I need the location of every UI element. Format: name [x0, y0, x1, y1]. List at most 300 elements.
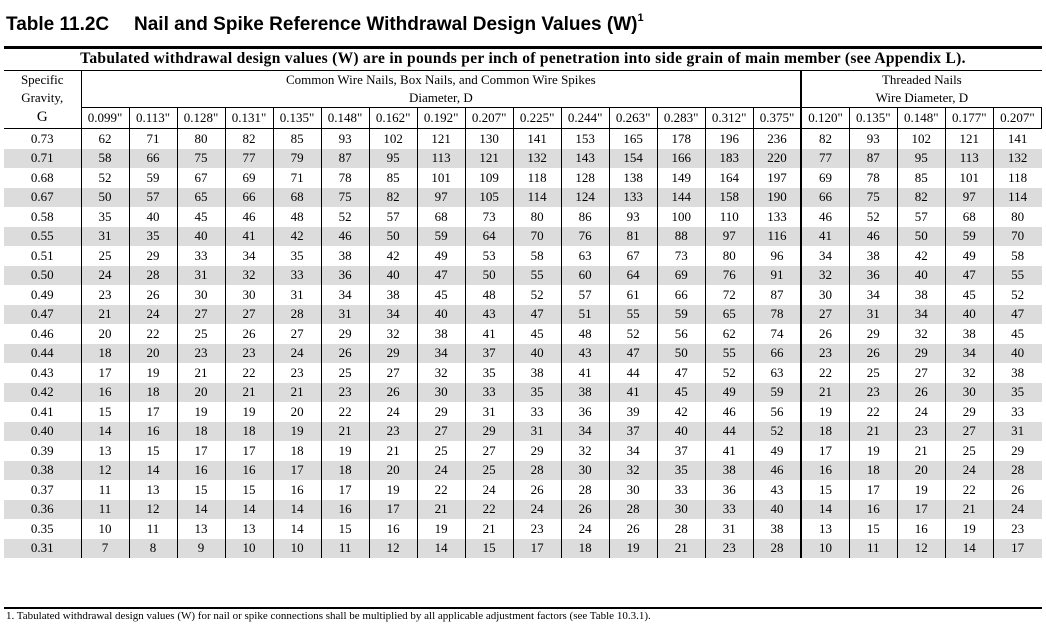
common-value-cell: 21	[321, 422, 369, 442]
specific-gravity-cell: 0.58	[30, 208, 54, 224]
table-title	[6, 14, 644, 36]
common-value-cell: 44	[609, 363, 657, 383]
threaded-value-cell: 29	[849, 324, 897, 344]
specific-gravity-cell: 0.49	[30, 286, 54, 302]
specific-gravity-cell: 0.42	[4, 383, 81, 403]
table-row	[4, 285, 1042, 305]
threaded-value-cell: 66	[801, 188, 849, 208]
common-value-cell: 78	[753, 305, 801, 325]
common-value-cell: 20	[129, 344, 177, 364]
specific-gravity-cell: 0.40	[4, 422, 81, 442]
common-value-cell: 24	[465, 480, 513, 500]
specific-gravity-cell: 0.39	[30, 442, 54, 458]
common-value-cell: 26	[561, 500, 609, 520]
common-value-cell: 43	[561, 344, 609, 364]
common-value-cell: 31	[81, 227, 129, 247]
common-value-cell: 27	[369, 363, 417, 383]
threaded-value-cell: 33	[993, 402, 1041, 422]
common-value-cell: 20	[81, 324, 129, 344]
threaded-value-cell: 19	[945, 519, 993, 539]
common-value-cell: 15	[129, 441, 177, 461]
common-value-cell: 63	[561, 246, 609, 266]
withdrawal-table	[4, 70, 1042, 558]
common-value-cell: 30	[561, 461, 609, 481]
common-value-cell: 35	[129, 227, 177, 247]
threaded-value-cell: 25	[945, 441, 993, 461]
common-value-cell: 36	[561, 402, 609, 422]
threaded-value-cell: 32	[945, 363, 993, 383]
specific-gravity-cell: 0.47	[4, 305, 81, 325]
common-value-cell: 16	[369, 519, 417, 539]
table-row	[4, 422, 1042, 442]
common-value-cell: 29	[465, 422, 513, 442]
common-value-cell: 21	[81, 305, 129, 325]
common-value-cell: 113	[417, 149, 465, 169]
common-value-cell: 24	[513, 500, 561, 520]
common-value-cell: 46	[705, 402, 753, 422]
common-value-cell: 16	[273, 480, 321, 500]
specific-gravity-cell: 0.67	[4, 188, 81, 208]
common-diameter-header: 0.135"	[273, 108, 321, 129]
common-value-cell: 12	[129, 500, 177, 520]
common-value-cell: 23	[321, 383, 369, 403]
common-value-cell: 59	[657, 305, 705, 325]
common-value-cell: 18	[225, 422, 273, 442]
common-value-cell: 59	[417, 227, 465, 247]
threaded-value-cell: 32	[801, 266, 849, 286]
common-value-cell: 101	[417, 168, 465, 188]
common-value-cell: 51	[561, 305, 609, 325]
table-row	[4, 207, 1042, 227]
common-value-cell: 190	[753, 188, 801, 208]
common-diameter-header: 0.225"	[513, 108, 561, 129]
common-value-cell: 165	[609, 129, 657, 149]
common-value-cell: 14	[81, 422, 129, 442]
threaded-value-cell: 40	[993, 344, 1041, 364]
threaded-value-cell: 24	[993, 500, 1041, 520]
common-value-cell: 28	[561, 480, 609, 500]
threaded-diameter-label: Wire Diameter, D	[801, 89, 1041, 108]
common-value-cell: 20	[273, 402, 321, 422]
common-value-cell: 121	[417, 129, 465, 149]
table-body	[4, 129, 1042, 559]
common-value-cell: 21	[273, 383, 321, 403]
common-diameter-header: 0.099"	[81, 108, 129, 129]
common-value-cell: 35	[657, 461, 705, 481]
common-value-cell: 18	[129, 383, 177, 403]
common-value-cell: 21	[417, 500, 465, 520]
common-value-cell: 20	[369, 461, 417, 481]
threaded-value-cell: 27	[945, 422, 993, 442]
common-value-cell: 24	[129, 305, 177, 325]
common-value-cell: 23	[273, 363, 321, 383]
common-diameter-header: 0.207"	[465, 108, 513, 129]
common-value-cell: 21	[177, 363, 225, 383]
common-value-cell: 64	[609, 266, 657, 286]
threaded-value-cell: 82	[801, 129, 849, 149]
common-value-cell: 58	[513, 246, 561, 266]
table-row	[4, 519, 1042, 539]
common-value-cell: 66	[753, 344, 801, 364]
common-value-cell: 44	[705, 422, 753, 442]
common-value-cell: 154	[609, 149, 657, 169]
threaded-value-cell: 22	[945, 480, 993, 500]
common-value-cell: 23	[705, 539, 753, 559]
common-value-cell: 40	[417, 305, 465, 325]
threaded-value-cell: 23	[993, 519, 1041, 539]
common-value-cell: 93	[609, 207, 657, 227]
common-value-cell: 17	[513, 539, 561, 559]
common-value-cell: 50	[657, 344, 705, 364]
common-value-cell: 27	[177, 305, 225, 325]
common-value-cell: 65	[705, 305, 753, 325]
common-value-cell: 15	[81, 402, 129, 422]
threaded-value-cell: 17	[993, 539, 1041, 559]
common-value-cell: 80	[513, 207, 561, 227]
common-value-cell: 55	[513, 266, 561, 286]
common-value-cell: 52	[81, 168, 129, 188]
common-value-cell: 40	[369, 266, 417, 286]
common-value-cell: 153	[561, 129, 609, 149]
common-value-cell: 38	[417, 324, 465, 344]
threaded-value-cell: 36	[849, 266, 897, 286]
threaded-value-cell: 69	[801, 168, 849, 188]
threaded-nails-header: Threaded Nails	[801, 71, 1041, 90]
common-value-cell: 49	[417, 246, 465, 266]
common-value-cell: 25	[177, 324, 225, 344]
common-value-cell: 37	[465, 344, 513, 364]
common-value-cell: 34	[321, 285, 369, 305]
threaded-value-cell: 78	[849, 168, 897, 188]
common-value-cell: 34	[561, 422, 609, 442]
footnote: 1. Tabulated withdrawal design values (W) for nail or spike connections shall be multiplied by all applicable adjustment factors (see Table 10.3.1).	[6, 610, 651, 622]
common-value-cell: 55	[609, 305, 657, 325]
common-value-cell: 22	[465, 500, 513, 520]
common-value-cell: 196	[705, 129, 753, 149]
common-value-cell: 95	[369, 149, 417, 169]
common-value-cell: 28	[657, 519, 705, 539]
specific-gravity-cell: 0.41	[30, 403, 54, 419]
common-nails-header: Common Wire Nails, Box Nails, and Common Wire Spikes	[81, 71, 801, 90]
common-value-cell: 77	[225, 149, 273, 169]
common-value-cell: 16	[81, 383, 129, 403]
common-value-cell: 69	[657, 266, 705, 286]
common-value-cell: 38	[753, 519, 801, 539]
common-value-cell: 35	[81, 207, 129, 227]
threaded-value-cell: 38	[945, 324, 993, 344]
common-value-cell: 197	[753, 168, 801, 188]
common-diameter-header: 0.375"	[753, 108, 801, 129]
common-value-cell: 38	[321, 246, 369, 266]
common-value-cell: 96	[753, 246, 801, 266]
common-value-cell: 35	[465, 363, 513, 383]
common-value-cell: 75	[177, 149, 225, 169]
sg-header-line-1: Specific	[20, 72, 64, 88]
threaded-value-cell: 20	[897, 461, 945, 481]
common-value-cell: 85	[369, 168, 417, 188]
sg-header-line-2: Gravity,	[21, 90, 64, 106]
common-value-cell: 13	[129, 480, 177, 500]
common-value-cell: 45	[513, 324, 561, 344]
table-row	[4, 383, 1042, 403]
common-value-cell: 183	[705, 149, 753, 169]
table-row	[4, 188, 1042, 208]
common-diameter-header: 0.162"	[369, 108, 417, 129]
common-value-cell: 40	[513, 344, 561, 364]
threaded-value-cell: 46	[849, 227, 897, 247]
common-value-cell: 36	[705, 480, 753, 500]
common-value-cell: 100	[657, 207, 705, 227]
common-value-cell: 27	[417, 422, 465, 442]
common-value-cell: 80	[177, 129, 225, 149]
common-value-cell: 19	[369, 480, 417, 500]
common-value-cell: 128	[561, 168, 609, 188]
common-value-cell: 37	[657, 441, 705, 461]
common-value-cell: 57	[129, 188, 177, 208]
common-diameter-header: 0.192"	[417, 108, 465, 129]
common-value-cell: 11	[81, 500, 129, 520]
common-value-cell: 65	[177, 188, 225, 208]
footnote-marker: 1	[637, 12, 644, 24]
common-value-cell: 30	[417, 383, 465, 403]
common-value-cell: 34	[609, 441, 657, 461]
threaded-value-cell: 17	[897, 500, 945, 520]
common-value-cell: 26	[609, 519, 657, 539]
common-value-cell: 149	[657, 168, 705, 188]
common-value-cell: 14	[273, 519, 321, 539]
threaded-diameter-header: 0.148"	[897, 108, 945, 129]
threaded-value-cell: 58	[993, 246, 1041, 266]
threaded-value-cell: 16	[849, 500, 897, 520]
threaded-value-cell: 28	[993, 461, 1041, 481]
threaded-value-cell: 35	[993, 383, 1041, 403]
common-value-cell: 30	[225, 285, 273, 305]
common-value-cell: 17	[225, 441, 273, 461]
common-value-cell: 143	[561, 149, 609, 169]
common-value-cell: 16	[225, 461, 273, 481]
common-value-cell: 67	[609, 246, 657, 266]
specific-gravity-cell: 0.36	[4, 500, 81, 520]
common-value-cell: 41	[465, 324, 513, 344]
threaded-value-cell: 80	[993, 207, 1041, 227]
specific-gravity-cell: 0.50	[4, 266, 81, 286]
common-value-cell: 33	[705, 500, 753, 520]
header-row-1	[4, 71, 1042, 90]
common-value-cell: 30	[657, 500, 705, 520]
threaded-value-cell: 23	[849, 383, 897, 403]
common-value-cell: 14	[129, 461, 177, 481]
common-value-cell: 40	[177, 227, 225, 247]
common-value-cell: 166	[657, 149, 705, 169]
common-value-cell: 25	[465, 461, 513, 481]
common-value-cell: 57	[561, 285, 609, 305]
common-value-cell: 32	[225, 266, 273, 286]
bottom-rule	[4, 607, 1042, 609]
threaded-value-cell: 30	[945, 383, 993, 403]
common-value-cell: 41	[705, 441, 753, 461]
threaded-value-cell: 11	[849, 539, 897, 559]
common-value-cell: 46	[225, 207, 273, 227]
header-row-2	[4, 89, 1042, 108]
common-value-cell: 69	[225, 168, 273, 188]
common-value-cell: 71	[273, 168, 321, 188]
common-value-cell: 85	[273, 129, 321, 149]
common-value-cell: 38	[513, 363, 561, 383]
threaded-value-cell: 29	[897, 344, 945, 364]
common-value-cell: 19	[225, 402, 273, 422]
common-value-cell: 64	[465, 227, 513, 247]
common-value-cell: 7	[81, 539, 129, 559]
common-value-cell: 110	[705, 207, 753, 227]
common-value-cell: 118	[513, 168, 561, 188]
common-value-cell: 13	[177, 519, 225, 539]
threaded-value-cell: 14	[945, 539, 993, 559]
common-value-cell: 124	[561, 188, 609, 208]
table-row	[4, 363, 1042, 383]
common-value-cell: 42	[657, 402, 705, 422]
common-value-cell: 68	[273, 188, 321, 208]
common-value-cell: 31	[321, 305, 369, 325]
common-value-cell: 23	[177, 344, 225, 364]
common-value-cell: 45	[177, 207, 225, 227]
specific-gravity-cell: 0.55	[4, 227, 81, 247]
common-value-cell: 16	[129, 422, 177, 442]
common-value-cell: 55	[705, 344, 753, 364]
table-row	[4, 324, 1042, 344]
common-value-cell: 18	[81, 344, 129, 364]
specific-gravity-cell: 0.43	[30, 364, 54, 380]
common-value-cell: 93	[321, 129, 369, 149]
common-value-cell: 24	[561, 519, 609, 539]
top-rule	[4, 46, 1042, 49]
common-value-cell: 38	[561, 383, 609, 403]
common-value-cell: 26	[225, 324, 273, 344]
threaded-value-cell: 31	[849, 305, 897, 325]
common-value-cell: 47	[417, 266, 465, 286]
threaded-value-cell: 19	[801, 402, 849, 422]
common-value-cell: 132	[513, 149, 561, 169]
common-value-cell: 80	[705, 246, 753, 266]
threaded-value-cell: 85	[897, 168, 945, 188]
common-value-cell: 22	[417, 480, 465, 500]
threaded-value-cell: 23	[897, 422, 945, 442]
threaded-value-cell: 13	[801, 519, 849, 539]
common-value-cell: 23	[369, 422, 417, 442]
threaded-value-cell: 12	[897, 539, 945, 559]
common-value-cell: 28	[273, 305, 321, 325]
table-row	[4, 266, 1042, 286]
common-value-cell: 48	[561, 324, 609, 344]
common-diameter-header: 0.131"	[225, 108, 273, 129]
common-diameter-header: 0.312"	[705, 108, 753, 129]
table-row	[4, 149, 1042, 169]
threaded-value-cell: 68	[945, 207, 993, 227]
common-value-cell: 37	[609, 422, 657, 442]
common-value-cell: 67	[177, 168, 225, 188]
common-value-cell: 25	[321, 363, 369, 383]
common-value-cell: 88	[657, 227, 705, 247]
common-value-cell: 66	[129, 149, 177, 169]
common-value-cell: 22	[321, 402, 369, 422]
common-value-cell: 86	[561, 207, 609, 227]
threaded-value-cell: 34	[945, 344, 993, 364]
common-value-cell: 114	[513, 188, 561, 208]
common-value-cell: 47	[657, 363, 705, 383]
common-value-cell: 66	[657, 285, 705, 305]
common-value-cell: 19	[417, 519, 465, 539]
threaded-value-cell: 82	[897, 188, 945, 208]
common-value-cell: 130	[465, 129, 513, 149]
common-value-cell: 19	[129, 363, 177, 383]
common-value-cell: 133	[753, 207, 801, 227]
common-value-cell: 19	[609, 539, 657, 559]
threaded-value-cell: 77	[801, 149, 849, 169]
threaded-value-cell: 21	[897, 441, 945, 461]
common-value-cell: 26	[321, 344, 369, 364]
common-value-cell: 78	[321, 168, 369, 188]
threaded-value-cell: 27	[897, 363, 945, 383]
common-value-cell: 220	[753, 149, 801, 169]
common-value-cell: 48	[273, 207, 321, 227]
common-value-cell: 52	[321, 207, 369, 227]
common-value-cell: 49	[705, 383, 753, 403]
threaded-value-cell: 32	[897, 324, 945, 344]
sg-header-letter: G	[4, 108, 81, 129]
table-row	[4, 402, 1042, 422]
threaded-value-cell: 40	[945, 305, 993, 325]
common-diameter-header: 0.128"	[177, 108, 225, 129]
common-value-cell: 36	[321, 266, 369, 286]
common-value-cell: 17	[273, 461, 321, 481]
threaded-value-cell: 118	[993, 168, 1041, 188]
specific-gravity-cell: 0.31	[4, 539, 81, 559]
threaded-value-cell: 50	[897, 227, 945, 247]
common-value-cell: 28	[513, 461, 561, 481]
common-value-cell: 105	[465, 188, 513, 208]
common-value-cell: 72	[705, 285, 753, 305]
common-value-cell: 20	[177, 383, 225, 403]
threaded-diameter-header: 0.207"	[993, 108, 1041, 129]
common-value-cell: 26	[369, 383, 417, 403]
threaded-value-cell: 21	[801, 383, 849, 403]
common-value-cell: 17	[321, 480, 369, 500]
threaded-value-cell: 38	[897, 285, 945, 305]
common-value-cell: 46	[321, 227, 369, 247]
threaded-value-cell: 141	[993, 129, 1041, 149]
common-value-cell: 14	[417, 539, 465, 559]
threaded-value-cell: 10	[801, 539, 849, 559]
common-value-cell: 236	[753, 129, 801, 149]
common-value-cell: 27	[465, 441, 513, 461]
threaded-value-cell: 34	[849, 285, 897, 305]
threaded-value-cell: 26	[849, 344, 897, 364]
diameter-header-row	[4, 108, 1042, 129]
common-value-cell: 33	[657, 480, 705, 500]
common-value-cell: 29	[417, 402, 465, 422]
common-value-cell: 158	[705, 188, 753, 208]
common-value-cell: 16	[177, 461, 225, 481]
threaded-value-cell: 40	[897, 266, 945, 286]
common-value-cell: 21	[369, 441, 417, 461]
common-value-cell: 28	[609, 500, 657, 520]
common-value-cell: 41	[225, 227, 273, 247]
threaded-value-cell: 31	[993, 422, 1041, 442]
common-diameter-header: 0.283"	[657, 108, 705, 129]
common-value-cell: 31	[705, 519, 753, 539]
table-row	[4, 344, 1042, 364]
common-value-cell: 32	[417, 363, 465, 383]
threaded-value-cell: 25	[849, 363, 897, 383]
